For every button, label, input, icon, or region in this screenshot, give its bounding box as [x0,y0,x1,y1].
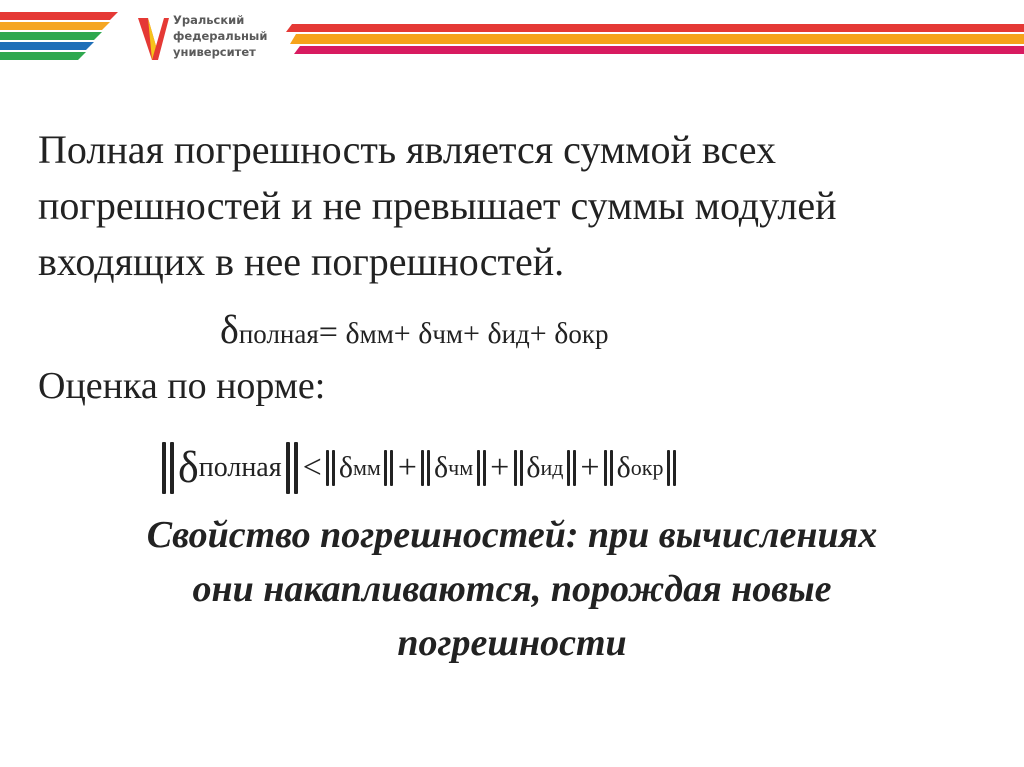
total-error-formula [220,306,608,353]
delta-symbol: δ [418,317,433,350]
delta-symbol: δ [338,451,353,484]
plus-sign: + [580,449,600,486]
formula-subscript: мм [352,455,381,480]
norm-bars-close [284,442,300,494]
norm-bars-open [603,450,615,486]
norm-bars-open [325,450,337,486]
property-line-2: они накапливаются, порождая новые [192,568,832,610]
delta-symbol: δ [178,443,199,492]
formula-subscript: чм [448,455,474,480]
delta-symbol: δ [433,451,449,484]
property-line-3: погрешности [397,622,627,664]
norm-estimate-label: Оценка по норме: [38,365,326,407]
formula-subscript: мм [359,319,394,349]
delta-symbol: δ [345,317,360,350]
plus-sign: + [490,449,510,486]
formula-subscript: ид [501,319,530,349]
formula-term [345,317,410,350]
delta-symbol: δ [526,451,541,484]
intro-paragraph [38,122,988,290]
norm-bars-open [420,450,432,486]
formula-term [418,317,480,350]
plus-sign: + [529,317,547,350]
logo-line-2: федеральный [173,29,268,43]
delta-symbol: δ [616,451,631,484]
intro-line-3: входящих в нее погрешностей. [38,239,565,284]
formula-term [554,317,608,350]
logo-line-3: университет [173,45,256,59]
delta-symbol: δ [220,307,239,352]
formula-subscript: чм [432,319,464,349]
norm-bars-close [475,450,487,486]
delta-symbol: δ [554,317,569,350]
norm-bars-close [665,450,677,486]
norm-bars-close [565,450,577,486]
intro-line-2: погрешностей и не превышает суммы модулей [38,183,837,228]
logo-line-1: Уральский [173,13,245,27]
plus-sign: + [393,317,411,350]
formula-subscript: ид [540,455,564,480]
norm-bars-open [512,450,524,486]
formula-term [487,317,546,350]
formula-subscript: полная [238,319,319,349]
intro-line-1: Полная погрешность является суммой всех [38,127,776,172]
plus-sign: + [397,449,417,486]
delta-symbol: δ [487,317,502,350]
formula-subscript: полная [198,452,282,483]
norm-inequality-formula [158,440,679,496]
error-property-statement [0,508,1024,670]
less-than-sign: < [302,449,322,486]
norm-bars-open [160,442,176,494]
equals-sign: = [318,314,338,351]
plus-sign: + [463,317,480,350]
property-line-1: Свойство погрешностей: при вычислениях [146,514,878,556]
norm-bars-close [383,450,395,486]
formula-subscript: окр [568,319,609,349]
formula-subscript: окр [630,455,664,480]
